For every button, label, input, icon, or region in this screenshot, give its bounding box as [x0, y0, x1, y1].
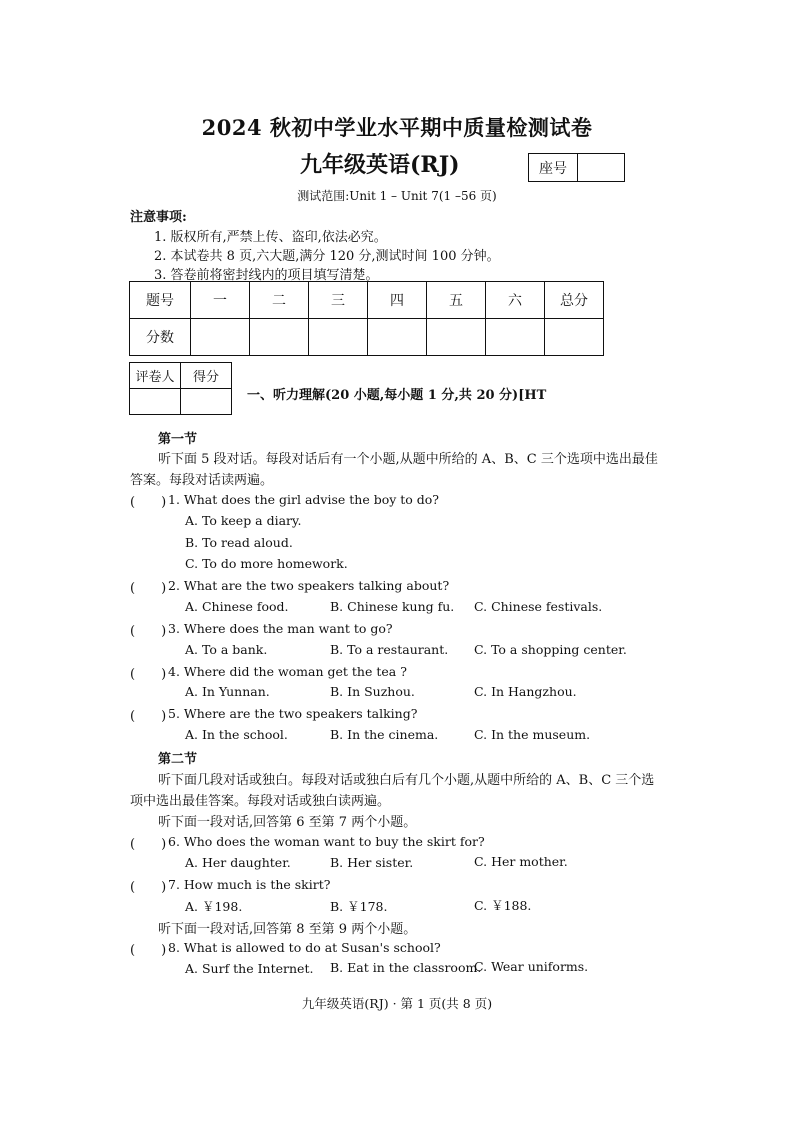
- dialogue-lead: 听下面一段对话,回答第 6 至第 7 两个小题。: [158, 815, 417, 830]
- score-cell[interactable]: [309, 319, 368, 356]
- option-b: B. Her sister.: [330, 855, 414, 870]
- option-b: B. To a restaurant.: [330, 642, 449, 657]
- answer-blank[interactable]: ( ): [130, 667, 167, 682]
- part-instructions: 听下面几段对话或独白。每段对话或独白后有几个小题,从题中所给的 A、B、C 三个选: [158, 773, 655, 788]
- answer-blank[interactable]: ( ): [130, 837, 167, 852]
- score-table-header: 一: [191, 282, 250, 319]
- score-row-label: 分数: [130, 319, 191, 356]
- part-title: 第二节: [158, 752, 198, 767]
- score-cell[interactable]: [368, 319, 427, 356]
- grader-table: [129, 362, 232, 415]
- option-a: A. Her daughter.: [185, 855, 291, 870]
- dialogue-lead: 听下面一段对话,回答第 8 至第 9 两个小题。: [158, 922, 417, 937]
- score-table-header: 二: [250, 282, 309, 319]
- seat-blank[interactable]: [578, 154, 624, 181]
- score-cell[interactable]: [545, 319, 604, 356]
- option-a: A. To keep a diary.: [185, 513, 302, 528]
- option-c: C. Chinese festivals.: [474, 599, 603, 614]
- question-stem: 7. How much is the skirt?: [168, 877, 331, 892]
- seat-number-box: [528, 153, 625, 182]
- seat-label: 座号: [529, 154, 578, 181]
- answer-blank[interactable]: ( ): [130, 581, 167, 596]
- score-table-header: 四: [368, 282, 427, 319]
- exam-title: 2024 秋初中学业水平期中质量检测试卷: [201, 115, 593, 140]
- question-stem: 1. What does the girl advise the boy to do?: [168, 492, 440, 507]
- score-table-header: 三: [309, 282, 368, 319]
- option-b: B. In the cinema.: [330, 727, 439, 742]
- grader-label: 评卷人: [130, 363, 181, 389]
- question-stem: 4. Where did the woman get the tea ?: [168, 664, 407, 679]
- score-table-header: 五: [427, 282, 486, 319]
- test-range: 测试范围:Unit 1 – Unit 7(1 –56 页): [297, 189, 497, 203]
- answer-blank[interactable]: ( ): [130, 943, 167, 958]
- question-stem: 5. Where are the two speakers talking?: [168, 706, 418, 721]
- option-b: B. ￥178.: [330, 899, 388, 914]
- answer-blank[interactable]: ( ): [130, 709, 167, 724]
- option-c: C. Her mother.: [474, 854, 568, 869]
- score-table-header: 题号: [130, 282, 191, 319]
- answer-blank[interactable]: ( ): [130, 495, 167, 510]
- grader-score-label: 得分: [181, 363, 232, 389]
- part-instructions: 答案。每段对话读两遍。: [130, 473, 274, 488]
- grader-score-cell[interactable]: [181, 389, 232, 415]
- answer-blank[interactable]: ( ): [130, 624, 167, 639]
- question-stem: 6. Who does the woman want to buy the skirt for?: [168, 834, 485, 849]
- exam-subject: 九年级英语(RJ): [300, 152, 460, 178]
- score-table-header: 总分: [545, 282, 604, 319]
- option-a: A. In the school.: [185, 727, 288, 742]
- notice-heading: 注意事项:: [130, 210, 187, 225]
- question-stem: 3. Where does the man want to go?: [168, 621, 393, 636]
- option-c: C. Wear uniforms.: [474, 959, 589, 974]
- option-b: B. In Suzhou.: [330, 684, 415, 699]
- option-c: C. In the museum.: [474, 727, 591, 742]
- section-title: 一、听力理解(20 小题,每小题 1 分,共 20 分)[HT: [247, 388, 547, 403]
- score-cell[interactable]: [486, 319, 545, 356]
- score-cell[interactable]: [250, 319, 309, 356]
- score-table-header-row: [130, 282, 604, 319]
- option-c: C. To do more homework.: [185, 556, 348, 571]
- notice-item: 2. 本试卷共 8 页,六大题,满分 120 分,测试时间 100 分钟。: [154, 249, 500, 264]
- question-stem: 8. What is allowed to do at Susan's school?: [168, 940, 441, 955]
- option-a: A. In Yunnan.: [185, 684, 270, 699]
- question-stem: 2. What are the two speakers talking about?: [168, 578, 450, 593]
- part-instructions: 项中选出最佳答案。每段对话或独白读两遍。: [130, 794, 391, 809]
- answer-blank[interactable]: ( ): [130, 880, 167, 895]
- option-c: C. ￥188.: [474, 898, 532, 913]
- notice-item: 3. 答卷前将密封线内的项目填写清楚。: [154, 268, 379, 283]
- option-a: A. ￥198.: [185, 899, 243, 914]
- option-a: A. Surf the Internet.: [185, 961, 314, 976]
- score-table-score-row: [130, 319, 604, 356]
- page-footer: 九年级英语(RJ) · 第 1 页(共 8 页): [301, 996, 493, 1011]
- option-a: A. Chinese food.: [185, 599, 289, 614]
- notice-item: 1. 版权所有,严禁上传、盗印,依法必究。: [154, 230, 387, 245]
- score-cell[interactable]: [191, 319, 250, 356]
- part-title: 第一节: [158, 432, 198, 447]
- option-c: C. In Hangzhou.: [474, 684, 577, 699]
- option-a: A. To a bank.: [185, 642, 268, 657]
- option-b: B. Chinese kung fu.: [330, 599, 455, 614]
- option-b: B. To read aloud.: [185, 535, 293, 550]
- grader-cell[interactable]: [130, 389, 181, 415]
- part-instructions: 听下面 5 段对话。每段对话后有一个小题,从题中所给的 A、B、C 三个选项中选出最佳: [158, 452, 658, 467]
- score-table: [129, 281, 604, 356]
- score-table-header: 六: [486, 282, 545, 319]
- score-cell[interactable]: [427, 319, 486, 356]
- option-b: B. Eat in the classroom.: [330, 960, 482, 975]
- option-c: C. To a shopping center.: [474, 642, 627, 657]
